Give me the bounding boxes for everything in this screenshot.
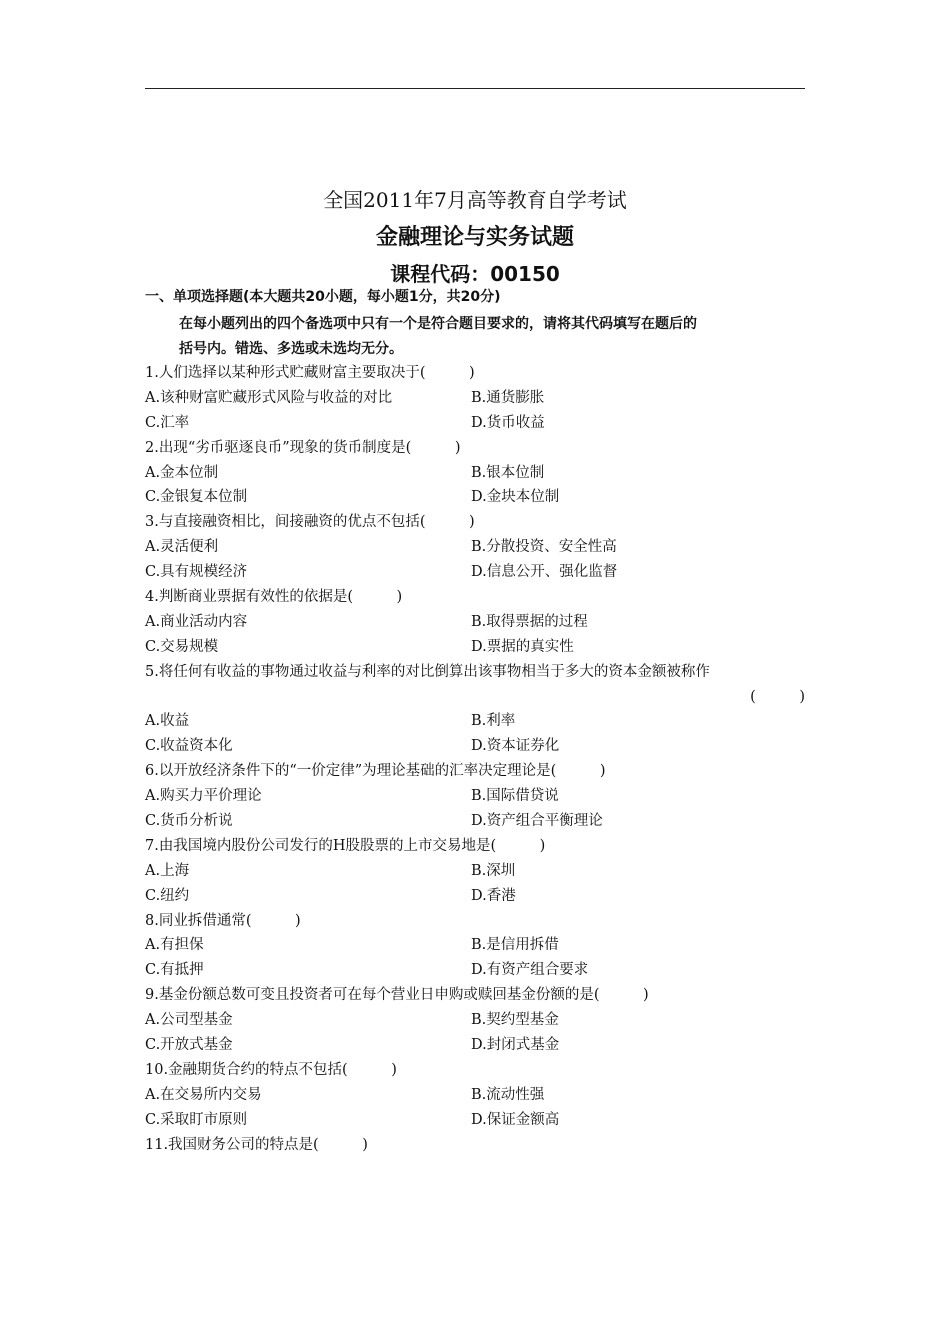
option-d: D.货币收益	[471, 414, 545, 431]
answer-parentheses: ( )	[750, 688, 805, 705]
option-a: A.在交易所内交易	[145, 1086, 262, 1103]
option-d: D.资产组合平衡理论	[471, 813, 603, 830]
option-a: A.商业活动内容	[145, 613, 248, 630]
option-a: A.公司型基金	[145, 1012, 233, 1029]
option-a: A.上海	[145, 862, 190, 879]
option-d: D.信息公开、强化监督	[471, 564, 618, 581]
option-row	[145, 859, 805, 884]
question-list	[145, 361, 805, 1158]
option-row	[145, 1108, 805, 1133]
option-row	[145, 635, 805, 660]
option-d: D.金块本位制	[471, 489, 560, 506]
option-row	[145, 461, 805, 486]
option-row	[145, 933, 805, 958]
option-c: C.采取盯市原则	[145, 1111, 248, 1128]
option-b: B.银本位制	[471, 464, 545, 481]
option-d: D.保证金额高	[471, 1111, 560, 1128]
option-d: D.资本证券化	[471, 738, 560, 755]
option-row	[145, 1033, 805, 1058]
option-a: A.该种财富贮藏形式风险与收益的对比	[145, 389, 393, 406]
option-c: C.交易规模	[145, 638, 219, 655]
instructions-line: 括号内。错选、多选或未选均无分。	[179, 341, 403, 357]
option-row	[145, 809, 805, 834]
option-row	[145, 485, 805, 510]
option-b: B.深圳	[471, 862, 516, 879]
option-d: D.有资产组合要求	[471, 962, 589, 979]
option-c: C.金银复本位制	[145, 489, 248, 506]
option-row	[145, 884, 805, 909]
option-a: A.收益	[145, 713, 190, 730]
question-stem: 6.以开放经济条件下的“一价定律”为理论基础的汇率决定理论是( )	[145, 763, 606, 780]
option-a: A.购买力平价理论	[145, 788, 262, 805]
question-stem: 11.我国财务公司的特点是( )	[145, 1136, 368, 1153]
question-stem: 1.人们选择以某种形式贮藏财富主要取决于( )	[145, 365, 475, 381]
option-row	[145, 1083, 805, 1108]
question-stem: 2.出现“劣币驱逐良币”现象的货币制度是( )	[145, 439, 461, 456]
option-row	[145, 535, 805, 560]
option-b: B.利率	[471, 713, 516, 730]
option-row	[145, 610, 805, 635]
option-row	[145, 411, 805, 436]
option-b: B.流动性强	[471, 1086, 545, 1103]
option-row	[145, 784, 805, 809]
option-d: D.香港	[471, 887, 516, 904]
instructions-line: 在每小题列出的四个备选项中只有一个是符合题目要求的，请将其代码填写在题后的	[179, 316, 697, 332]
paper-title: 金融理论与实务试题	[375, 225, 574, 250]
option-row	[145, 709, 805, 734]
option-b: B.通货膨胀	[471, 389, 545, 406]
question-stem: 5.将任何有收益的事物通过收益与利率的对比倒算出该事物相当于多大的资本金额被称作	[145, 663, 710, 680]
option-a: A.有担保	[145, 937, 204, 954]
exam-title: 全国2011年7月高等教育自学考试	[323, 188, 627, 212]
option-c: C.纽约	[145, 887, 190, 904]
option-row	[145, 734, 805, 759]
section-instructions	[179, 312, 809, 362]
option-row	[145, 386, 805, 411]
option-c: C.开放式基金	[145, 1037, 233, 1054]
option-c: C.货币分析说	[145, 813, 233, 830]
option-a: A.金本位制	[145, 464, 219, 481]
option-b: B.国际借贷说	[471, 788, 559, 805]
option-b: B.分散投资、安全性高	[471, 539, 617, 556]
question-stem: 9.基金份额总数可变且投资者可在每个营业日申购或赎回基金份额的是( )	[145, 987, 649, 1004]
option-row	[145, 958, 805, 983]
option-c: C.汇率	[145, 414, 190, 431]
option-b: B.取得票据的过程	[471, 613, 588, 630]
option-a: A.灵活便利	[145, 539, 219, 556]
option-b: B.是信用拆借	[471, 937, 559, 954]
question-stem: 7.由我国境内股份公司发行的H股股票的上市交易地是( )	[145, 837, 546, 854]
option-d: D.封闭式基金	[471, 1037, 560, 1054]
option-row	[145, 1008, 805, 1033]
question-stem: 10.金融期货合约的特点不包括( )	[145, 1061, 397, 1078]
question-stem: 8.同业拆借通常( )	[145, 912, 301, 929]
question-stem: 3.与直接融资相比，间接融资的优点不包括( )	[145, 514, 475, 531]
option-c: C.收益资本化	[145, 738, 233, 755]
option-c: C.具有规模经济	[145, 564, 248, 581]
top-rule	[145, 88, 805, 89]
option-row	[145, 560, 805, 585]
course-code: 课程代码：00150	[390, 262, 560, 286]
option-d: D.票据的真实性	[471, 638, 574, 655]
option-c: C.有抵押	[145, 962, 204, 979]
section-heading: 一、单项选择题(本大题共20小题，每小题1分，共20分)	[145, 289, 501, 305]
question-stem: 4.判断商业票据有效性的依据是( )	[145, 589, 403, 606]
option-b: B.契约型基金	[471, 1012, 559, 1029]
